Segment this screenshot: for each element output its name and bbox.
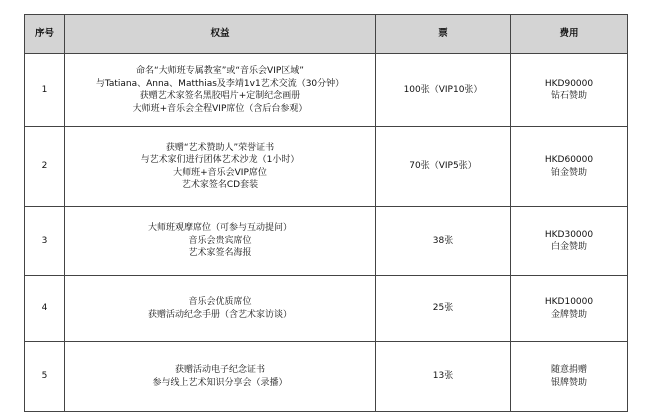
rights-line: 音乐会贵宾席位 [188,235,252,246]
table-row [25,207,628,276]
table-row [25,276,628,342]
fee-cell [511,54,628,127]
tickets-cell: 25张 [376,276,511,342]
row-number: 4 [25,276,65,342]
fee-tier: 白金赞助 [550,242,587,252]
fee-cell [511,342,628,412]
fee-cell [511,127,628,207]
rights-line: 艺术家签名海报 [188,248,252,259]
header-no: 序号 [25,15,65,54]
sponsorship-table [24,14,628,412]
row-number: 3 [25,207,65,276]
fee-amount: HKD30000 [544,229,594,240]
tickets-cell: 13张 [376,342,511,412]
rights-line: 参与线上艺术知识分享会（录播） [152,377,288,388]
table-row [25,342,628,412]
rights-line: 获赠活动电子纪念证书 [174,365,265,375]
rights-line: 与Tatiana、Anna、Matthias及李靖1v1艺术交流（30分钟） [95,78,345,89]
tickets-cell: 38张 [376,207,511,276]
row-number: 1 [25,54,65,127]
table-header-row [25,15,628,54]
rights-line: 大师班+音乐会VIP席位 [173,167,267,178]
fee-tier: 银牌赞助 [550,377,587,388]
rights-cell [65,54,376,127]
rights-cell [65,276,376,342]
rights-line: 获赠活动纪念手册（含艺术家访谈） [147,309,292,320]
fee-amount: HKD90000 [544,78,594,89]
table-row [25,54,628,127]
tickets-cell: 100张（VIP10张） [376,54,511,127]
fee-amount: HKD10000 [544,297,594,307]
table-row [25,127,628,207]
fee-tier: 金牌赞助 [550,309,587,320]
tickets-cell: 70张（VIP5张） [376,127,511,207]
row-number: 2 [25,127,65,207]
fee-amount: 随意捐赠 [550,365,587,375]
rights-line: 大师班+音乐会全程VIP席位（含后台参观） [132,103,308,114]
rights-line: 获赠“艺术赞助人”荣誉证书 [165,142,275,153]
rights-line: 大师班观摩席位（可参与互动提问） [147,223,292,234]
rights-cell [65,127,376,207]
rights-line: 命名“大师班专属教室”或“音乐会VIP区域” [136,66,304,76]
fee-tier: 铂金赞助 [550,167,587,178]
row-number: 5 [25,342,65,412]
header-tickets: 票 [376,15,511,54]
rights-line: 与艺术家们进行团体艺术沙龙（1小时） [140,155,300,165]
fee-amount: HKD60000 [544,155,594,165]
rights-line: 获赠艺术家签名黑胶唱片+定制纪念画册 [139,91,301,101]
fee-cell [511,276,628,342]
header-rights: 权益 [65,15,376,54]
rights-line: 艺术家签名CD套装 [181,180,259,190]
rights-cell [65,207,376,276]
rights-cell [65,342,376,412]
fee-tier: 钻石赞助 [550,91,587,101]
fee-cell [511,207,628,276]
header-fee: 费用 [511,15,628,54]
rights-line: 音乐会优质席位 [188,297,252,307]
